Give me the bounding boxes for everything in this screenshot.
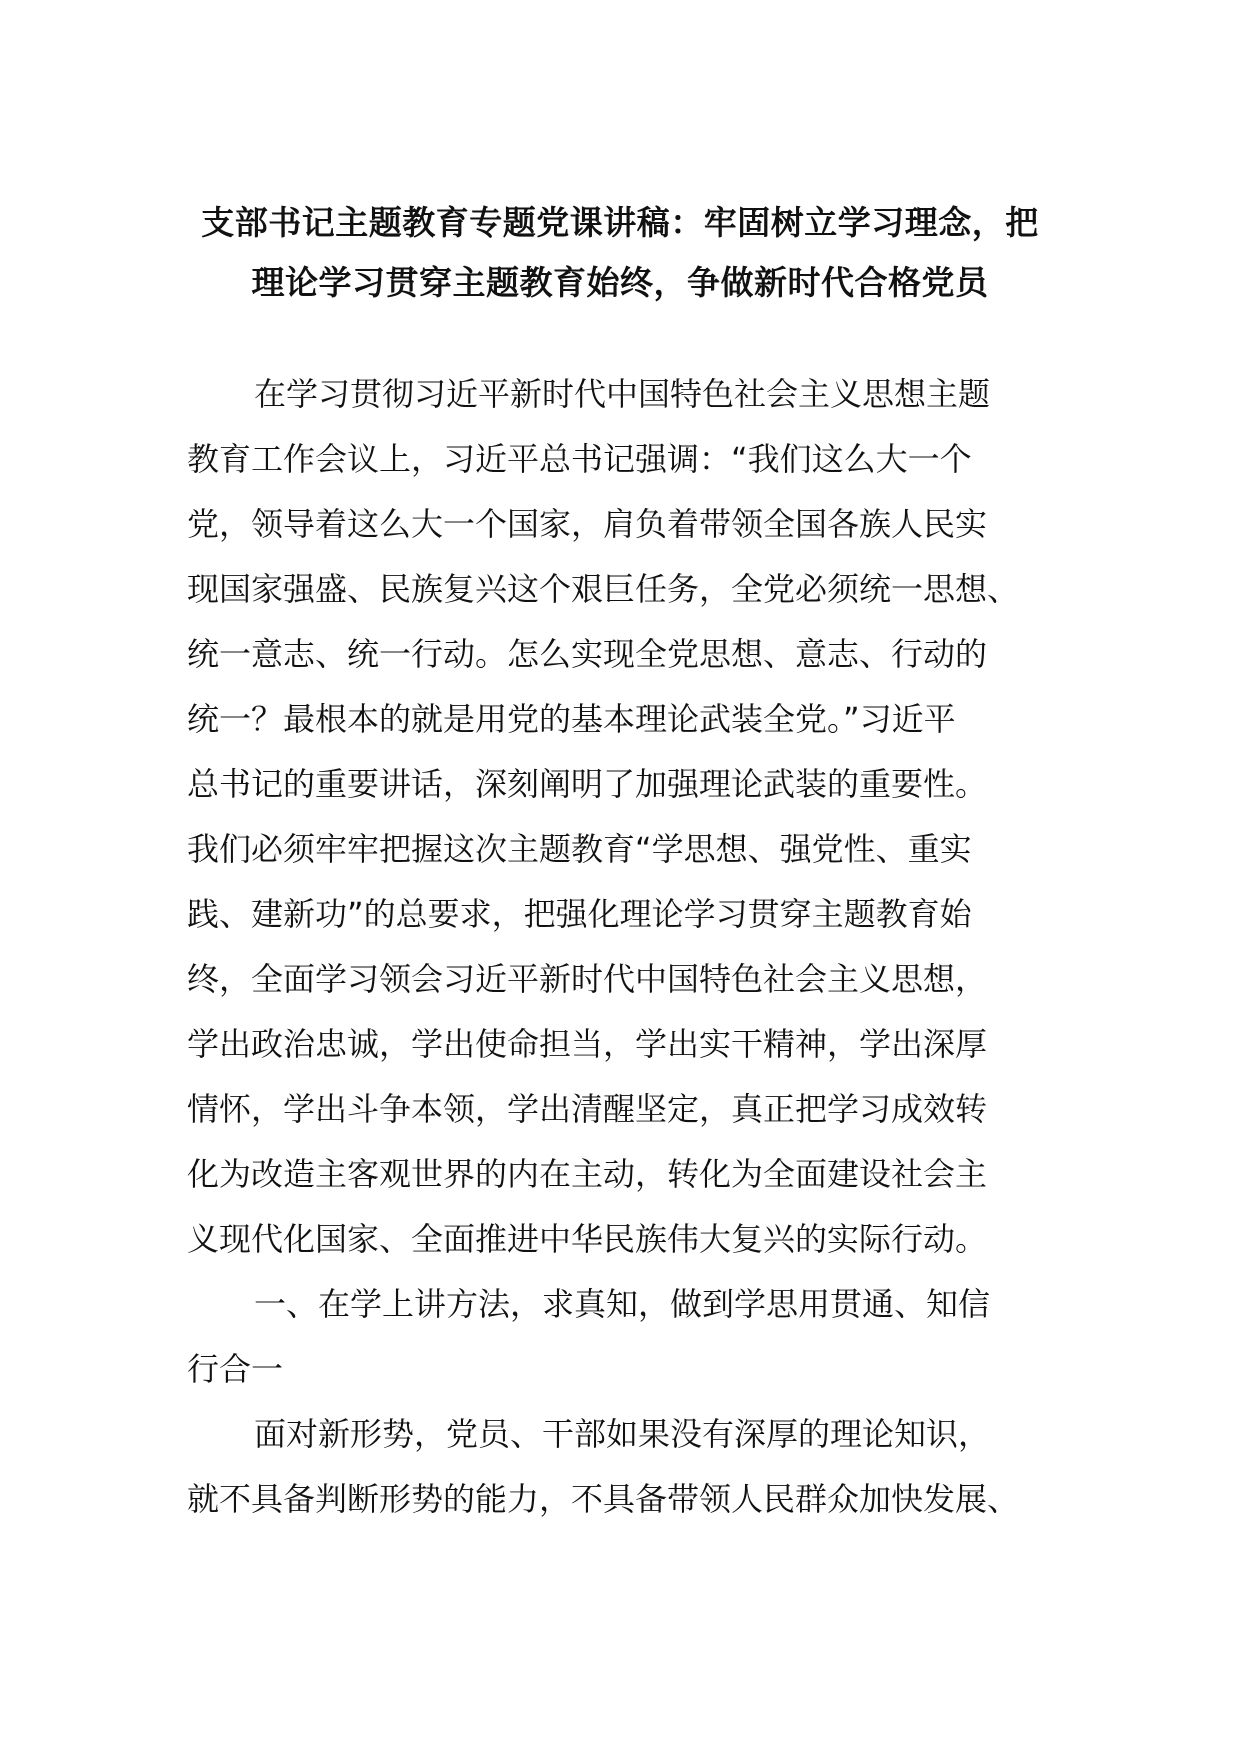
paragraph-line: 终，全面学习领会习近平新时代中国特色社会主义思想，: [187, 960, 988, 998]
paragraph-line: 义现代化国家、全面推进中华民族伟大复兴的实际行动。: [187, 1220, 988, 1258]
title-line: 支部书记主题教育专题党课讲稿：牢固树立学习理念，把: [201, 203, 1039, 242]
paragraph-section-1: [187, 1402, 1087, 1532]
heading-line: 行合一: [187, 1350, 284, 1388]
paragraph-line: 统一？最根本的就是用党的基本理论武装全党。”习近平: [187, 700, 956, 738]
paragraph-line: 情怀，学出斗争本领，学出清醒坚定，真正把学习成效转: [187, 1090, 988, 1128]
paragraph-intro: [187, 362, 1087, 1272]
paragraph-line: 总书记的重要讲话，深刻阐明了加强理论武装的重要性。: [187, 765, 988, 803]
paragraph-line: 面对新形势，党员、干部如果没有深厚的理论知识，: [254, 1415, 991, 1453]
section-heading-1: [187, 1272, 1087, 1402]
document-title: [150, 193, 1090, 313]
paragraph-line: 学出政治忠诚，学出使命担当，学出实干精神，学出深厚: [187, 1025, 988, 1063]
paragraph-line: 统一意志、统一行动。怎么实现全党思想、意志、行动的: [187, 635, 988, 673]
heading-line: 一、在学上讲方法，求真知，做到学思用贯通、知信: [254, 1285, 991, 1323]
title-line: 理论学习贯穿主题教育始终，争做新时代合格党员: [251, 263, 989, 302]
paragraph-line: 在学习贯彻习近平新时代中国特色社会主义思想主题: [254, 375, 991, 413]
paragraph-line: 就不具备判断形势的能力，不具备带领人民群众加快发展、: [187, 1480, 1020, 1518]
paragraph-line: 教育工作会议上，习近平总书记强调：“我们这么大一个: [187, 440, 972, 478]
paragraph-line: 现国家强盛、民族复兴这个艰巨任务，全党必须统一思想、: [187, 570, 1020, 608]
paragraph-line: 化为改造主客观世界的内在主动，转化为全面建设社会主: [187, 1155, 988, 1193]
paragraph-line: 我们必须牢牢把握这次主题教育“学思想、强党性、重实: [187, 830, 972, 868]
paragraph-line: 践、建新功”的总要求，把强化理论学习贯穿主题教育始: [187, 895, 972, 933]
paragraph-line: 党，领导着这么大一个国家，肩负着带领全国各族人民实: [187, 505, 988, 543]
document-body: [187, 362, 1087, 1532]
